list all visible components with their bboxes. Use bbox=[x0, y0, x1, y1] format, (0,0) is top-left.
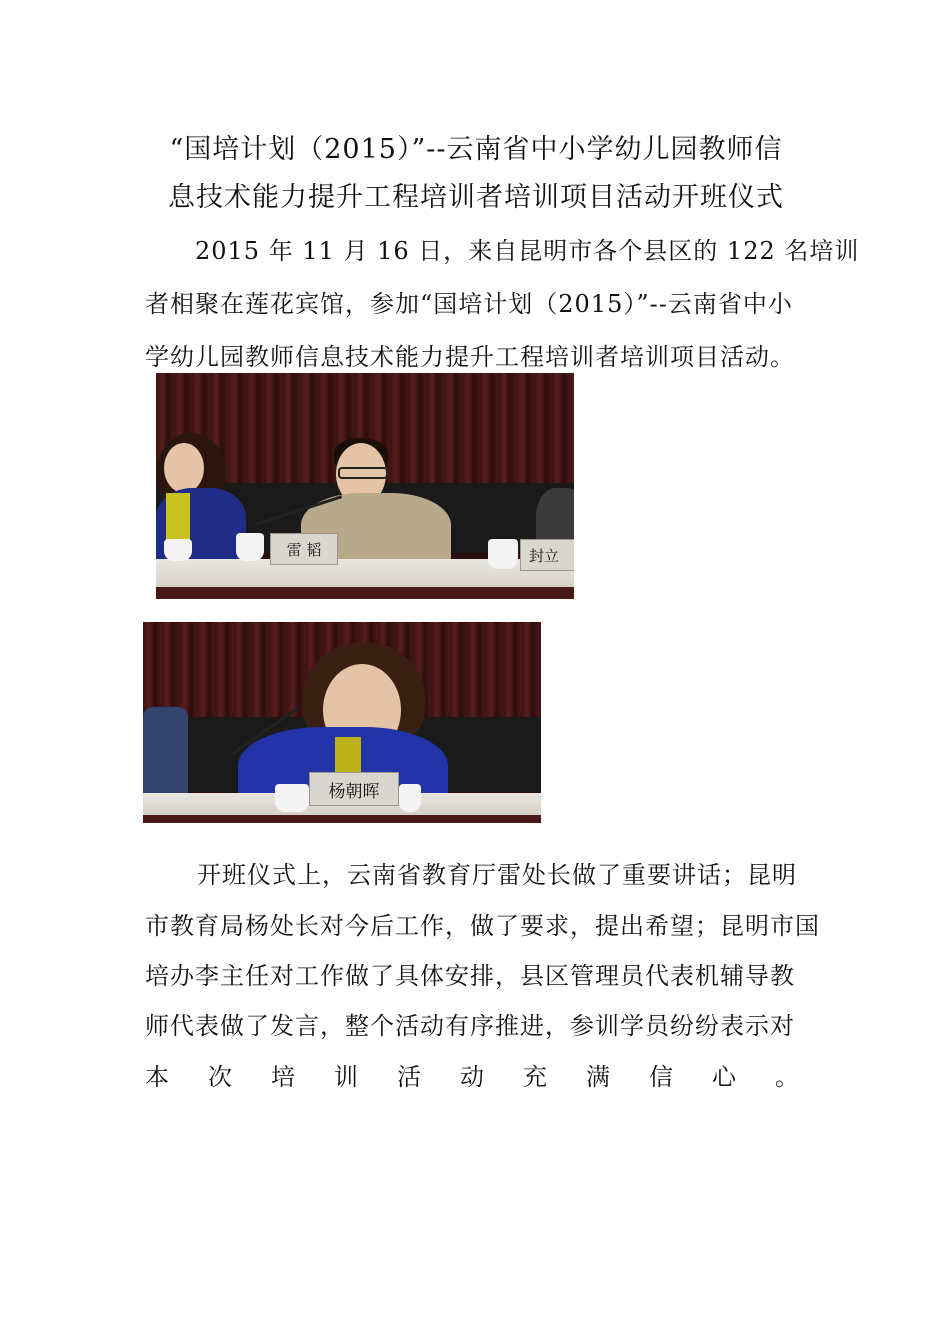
paragraph-1-line-2: 者相聚在莲花宾馆，参加“国培计划（2015）”--云南省中小 bbox=[145, 290, 793, 318]
photo-meeting-speaker-male bbox=[156, 373, 574, 599]
char: 满 bbox=[586, 1063, 611, 1091]
char: 。 bbox=[775, 1063, 800, 1091]
paragraph-2-line-4: 师代表做了发言，整个活动有序推进，参训学员纷纷表示对 bbox=[145, 1012, 795, 1040]
photo-meeting-speaker-female bbox=[143, 622, 541, 823]
char: 充 bbox=[523, 1063, 548, 1091]
paragraph-2-line-3: 培办李主任对工作做了具体安排，县区管理员代表机辅导教 bbox=[145, 962, 795, 990]
table-edge bbox=[143, 815, 541, 823]
char: 培 bbox=[271, 1063, 296, 1091]
tea-cup bbox=[399, 784, 421, 812]
paragraph-2-line-1: 开班仪式上，云南省教育厅雷处长做了重要讲话；昆明 bbox=[197, 861, 797, 889]
paragraph-2-line-5 bbox=[145, 1057, 800, 1092]
char: 动 bbox=[460, 1063, 485, 1091]
tea-cup bbox=[164, 539, 192, 561]
document-title-line-2: 息技术能力提升工程培训者培训项目活动开班仪式 bbox=[168, 182, 784, 213]
nameplate: 雷 韬 bbox=[270, 533, 338, 565]
tea-cup bbox=[236, 533, 264, 561]
char: 训 bbox=[334, 1063, 359, 1091]
char: 信 bbox=[649, 1063, 674, 1091]
tea-cup bbox=[275, 784, 309, 812]
paragraph-1-line-1: 2015 年 11 月 16 日，来自昆明市各个县区的 122 名培训 bbox=[195, 237, 860, 265]
document-title-line-1: “国培计划（2015）”--云南省中小学幼儿园教师信 bbox=[169, 134, 783, 165]
nameplate: 封立 bbox=[520, 539, 574, 571]
char: 心 bbox=[712, 1063, 737, 1091]
nameplate: 杨朝晖 bbox=[309, 772, 399, 806]
tea-cup bbox=[488, 539, 518, 569]
char: 本 bbox=[145, 1063, 170, 1091]
char: 次 bbox=[208, 1063, 233, 1091]
char: 活 bbox=[397, 1063, 422, 1091]
table-edge bbox=[156, 587, 574, 599]
paragraph-1-line-3: 学幼儿园教师信息技术能力提升工程培训者培训项目活动。 bbox=[145, 343, 795, 371]
paragraph-2-line-2: 市教育局杨处长对今后工作，做了要求，提出希望；昆明市国 bbox=[145, 912, 820, 940]
